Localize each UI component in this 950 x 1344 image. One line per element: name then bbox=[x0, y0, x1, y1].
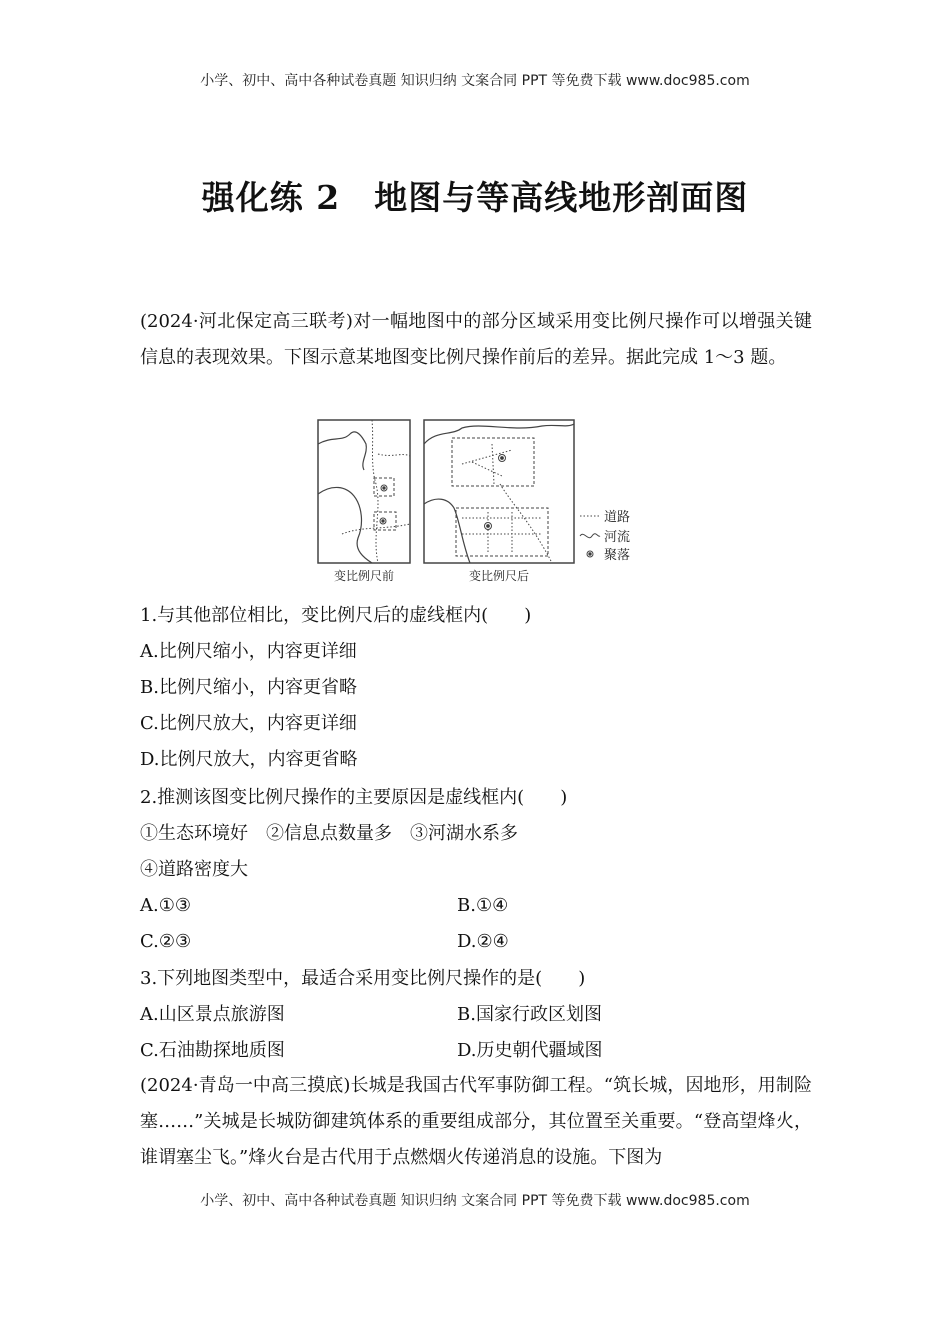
map-legend bbox=[580, 516, 600, 557]
map-before bbox=[318, 420, 410, 563]
page-header: 小学、初中、高中各种试卷真题 知识归纳 文案合同 PPT 等免费下载 www.doc985.com bbox=[200, 73, 750, 89]
q2-items-line-2: ④道路密度大 bbox=[140, 859, 248, 880]
intro-paragraph-2: (2024·青岛一中高三摸底)长城是我国古代军事防御工程。“筑长城，因地形，用制险塞……”关城是长城防御建筑体系的重要组成部分，其位置至关重要。“登高望烽火，谁谓塞尘飞。”烽火台是古代用于点燃烟火传递消息的设施。下图为 bbox=[140, 1075, 812, 1168]
q2-option-c: C.②③ bbox=[140, 931, 192, 952]
q2-option-b: B.①④ bbox=[457, 895, 509, 916]
legend-settlement-label: 聚落 bbox=[604, 548, 631, 563]
q1-option-b: B.比例尺缩小，内容更省略 bbox=[140, 677, 357, 698]
intro-paragraph-1: (2024·河北保定高三联考)对一幅地图中的部分区域采用变比例尺操作可以增强关键信息的表现效果。下图示意某地图变比例尺操作前后的差异。据此完成 1～3 题。 bbox=[140, 311, 812, 368]
legend-road-label: 道路 bbox=[604, 510, 631, 525]
q3-option-a: A.山区景点旅游图 bbox=[140, 1004, 285, 1025]
q1-option-a: A.比例尺缩小，内容更详细 bbox=[140, 641, 357, 662]
question-3-stem: 3.下列地图类型中，最适合采用变比例尺操作的是( ) bbox=[140, 968, 586, 989]
q3-option-c: C.石油勘探地质图 bbox=[140, 1040, 285, 1061]
caption-before: 变比例尺前 bbox=[333, 569, 395, 583]
caption-after: 变比例尺后 bbox=[468, 569, 530, 583]
page-footer: 小学、初中、高中各种试卷真题 知识归纳 文案合同 PPT 等免费下载 www.doc985.com bbox=[200, 1193, 750, 1209]
scale-change-map-figure bbox=[312, 414, 652, 590]
question-1-stem: 1.与其他部位相比，变比例尺后的虚线框内( ) bbox=[140, 605, 532, 626]
page-title: 强化练 2 地图与等高线地形剖面图 bbox=[201, 178, 749, 217]
q2-items-line-1: ①生态环境好 ②信息点数量多 ③河湖水系多 bbox=[140, 823, 518, 844]
map-after bbox=[424, 420, 574, 563]
legend-river-label: 河流 bbox=[604, 530, 631, 545]
q2-option-d: D.②④ bbox=[457, 931, 509, 952]
q3-option-d: D.历史朝代疆域图 bbox=[457, 1040, 603, 1061]
q2-option-a: A.①③ bbox=[140, 895, 191, 916]
q1-option-d: D.比例尺放大，内容更省略 bbox=[140, 749, 358, 770]
question-2-stem: 2.推测该图变比例尺操作的主要原因是虚线框内( ) bbox=[140, 787, 568, 808]
q3-option-b: B.国家行政区划图 bbox=[457, 1004, 602, 1025]
q1-option-c: C.比例尺放大，内容更详细 bbox=[140, 713, 357, 734]
